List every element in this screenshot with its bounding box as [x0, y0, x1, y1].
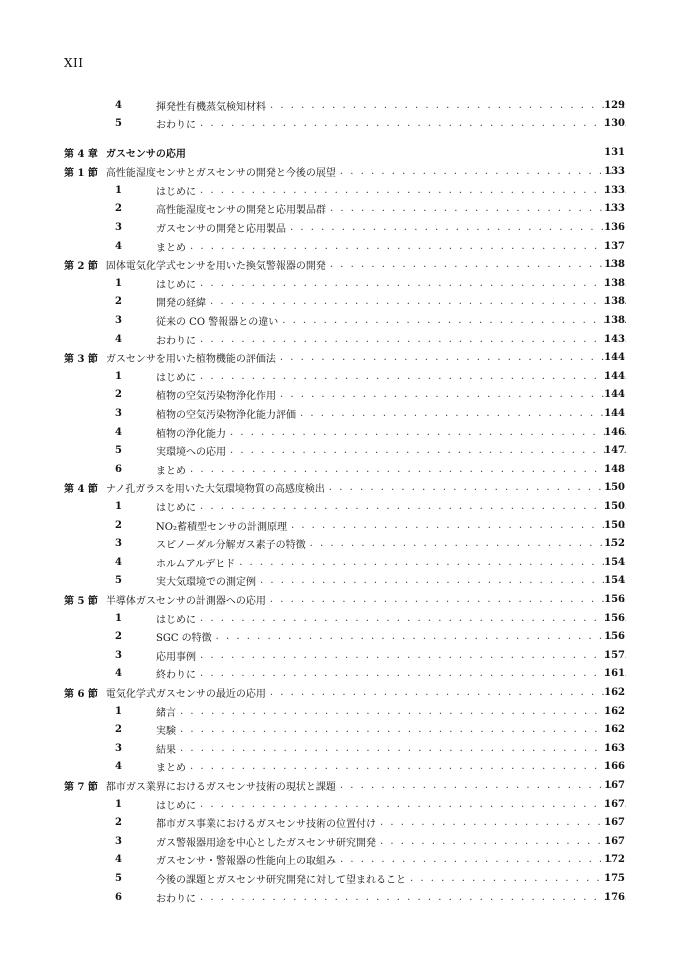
- toc-item-number: 3: [115, 742, 122, 754]
- toc-entry-text: 実環境への応用: [156, 447, 226, 459]
- toc-chapter: [0, 143, 700, 161]
- toc-item: [0, 312, 700, 330]
- toc-entry-text: NO₂蓄積型センサの計測原理: [156, 521, 287, 533]
- leader-dots: [190, 464, 626, 475]
- leader-dots: [230, 445, 626, 456]
- leader-dots: [280, 352, 626, 363]
- toc-entry-title: [156, 741, 626, 756]
- toc-entry-title: [156, 201, 626, 216]
- toc-entry-text: 実大気環境での測定例: [156, 577, 256, 589]
- toc-entry-text: ホルムアルデヒド: [156, 558, 236, 570]
- toc-item: [0, 460, 700, 478]
- toc-entry-text: はじめに: [156, 503, 196, 514]
- toc-entry-text: ガスセンサの開発と応用製品: [156, 224, 286, 235]
- toc-entry-title: [156, 759, 626, 774]
- section-label: 第 5 節: [64, 596, 98, 607]
- toc-item-number: 1: [115, 798, 122, 810]
- leader-dots: [190, 761, 626, 772]
- toc-entry-text: 植物の空気汚染物浄化作用: [156, 391, 276, 403]
- toc-entry-text: まとめ: [156, 242, 186, 254]
- toc-page-number: 144: [604, 370, 625, 382]
- toc-entry-title: [156, 666, 626, 681]
- toc-page-number: 129: [604, 99, 625, 111]
- toc-entry-text: 応用事例: [156, 651, 196, 663]
- leader-dots: [216, 631, 626, 642]
- toc-page-number: 161: [604, 668, 625, 680]
- leader-dots: [291, 520, 626, 531]
- toc-page-number: 167: [604, 780, 625, 791]
- toc-item: [0, 851, 700, 869]
- toc-section: [0, 256, 700, 274]
- toc-entry-text: 植物の浄化能力: [156, 428, 226, 440]
- section-label: 第 1 節: [64, 168, 98, 180]
- leader-dots: [300, 408, 626, 419]
- toc-item: [0, 739, 700, 757]
- toc-entry-title: [156, 536, 626, 551]
- toc-entry-title: [156, 871, 626, 886]
- toc-item: [0, 702, 700, 720]
- toc-item: [0, 553, 700, 571]
- leader-dots: [260, 575, 626, 586]
- leader-dots: [200, 278, 626, 289]
- toc-item-number: 2: [115, 631, 122, 643]
- leader-dots: [340, 854, 626, 865]
- toc-item-number: 3: [115, 222, 122, 233]
- toc-item: [0, 628, 700, 646]
- toc-item-number: 2: [115, 817, 122, 829]
- toc-item-number: 2: [115, 519, 122, 531]
- toc-item: [0, 832, 700, 850]
- toc-item-number: 2: [115, 389, 122, 401]
- leader-dots: [330, 203, 626, 214]
- toc-entry-text: 実験: [156, 726, 176, 738]
- toc-item-number: 6: [115, 463, 122, 475]
- toc-entry-text: はじめに: [156, 372, 196, 384]
- toc-page-number: 175: [604, 873, 625, 884]
- toc-entry-text: ガスセンサを用いた植物機能の評価法: [105, 354, 276, 366]
- toc-page-number: 156: [604, 612, 625, 624]
- toc-entry-text: ガス警報器用途を中心としたガスセンサ研究開発: [156, 837, 376, 849]
- toc-item: [0, 758, 700, 776]
- toc-entry-title: [156, 555, 626, 570]
- toc-page-number: 172: [604, 854, 625, 866]
- toc-item: [0, 115, 700, 133]
- toc-entry-title: [156, 518, 626, 533]
- toc-item-number: 6: [115, 891, 122, 903]
- toc-page-number: 130: [604, 118, 625, 130]
- leader-dots: [200, 650, 626, 661]
- toc-entry-text: はじめに: [156, 800, 196, 812]
- toc-entry-text: 今後の課題とガスセンサ研究開発に対して望まれること: [156, 875, 406, 886]
- toc-page-number: 143: [604, 333, 625, 345]
- toc-entry-title: [156, 890, 626, 905]
- toc-item-number: 2: [115, 724, 122, 736]
- toc-entry-title: [156, 797, 626, 812]
- toc-item-number: 1: [115, 184, 122, 196]
- toc-item: [0, 814, 700, 832]
- leader-dots: [340, 166, 626, 177]
- toc-page-number: 152: [604, 538, 625, 550]
- toc-entry-title: [64, 480, 626, 495]
- toc-item: [0, 181, 700, 199]
- toc-entry-title: [156, 369, 626, 384]
- toc-item-number: 2: [115, 203, 122, 215]
- leader-dots: [270, 594, 626, 605]
- toc-item: [0, 665, 700, 683]
- toc-entry-title: [156, 239, 626, 254]
- toc-entry-text: ガスセンサの応用: [105, 148, 186, 160]
- toc-entry-text: 従来の CO 警報器との違い: [156, 317, 279, 328]
- toc-entry-title: [156, 332, 626, 347]
- toc-item: [0, 237, 700, 255]
- toc-section: [0, 163, 700, 181]
- leader-dots: [329, 482, 626, 493]
- toc-entry-text: 電気化学式ガスセンサの最近の応用: [105, 689, 266, 700]
- toc-entry-text: ガスセンサ・警報器の性能向上の取組み: [156, 856, 336, 868]
- toc-entry-text: まとめ: [156, 465, 186, 477]
- toc-item-number: 4: [115, 426, 122, 438]
- toc-item-number: 2: [115, 296, 122, 308]
- toc-entry-text: 半導体ガスセンサの計測器への応用: [105, 596, 266, 607]
- toc-entry-title: [156, 183, 626, 198]
- toc-entry-text: まとめ: [156, 763, 186, 775]
- toc-entry-title: [156, 573, 626, 588]
- toc-page-number: 154: [604, 575, 625, 587]
- toc-item-number: 5: [115, 118, 122, 130]
- leader-dots: [180, 743, 626, 754]
- toc-item: [0, 200, 700, 218]
- toc-page-number: 138: [604, 315, 625, 326]
- toc-page-number: 150: [604, 482, 625, 494]
- toc-item-number: 3: [115, 649, 122, 661]
- toc-section: [0, 479, 700, 497]
- toc-entry-text: 結果: [156, 744, 176, 756]
- toc-page-number: 133: [604, 166, 625, 178]
- toc-section: [0, 349, 700, 367]
- toc-item-number: 1: [115, 612, 122, 624]
- toc-entry-text: 高性能湿度センサの開発と応用製品群: [156, 205, 326, 217]
- toc-item-number: 5: [115, 445, 122, 457]
- toc-entry-title: [156, 220, 626, 235]
- toc-entry-title: [156, 704, 626, 719]
- toc-item: [0, 646, 700, 664]
- toc-page-number: 147: [604, 445, 625, 457]
- toc-page-number: 144: [604, 389, 625, 401]
- toc-entry-text: 植物の空気汚染物浄化能力評価: [156, 410, 296, 421]
- toc-entry-title: [64, 592, 626, 607]
- toc-entry-text: 開発の経緯: [156, 298, 206, 310]
- toc-entry-text: 終わりに: [156, 670, 196, 682]
- toc-entry-text: スピノーダル分解ガス素子の特徴: [156, 540, 306, 552]
- toc-entry-title: [156, 387, 626, 402]
- toc-entry-title: [156, 116, 626, 131]
- toc-item: [0, 442, 700, 460]
- leader-dots: [200, 118, 626, 129]
- toc-item: [0, 498, 700, 516]
- toc-section: [0, 777, 700, 795]
- toc-entry-text: 固体電気化学式センサを用いた換気警報器の開発: [105, 261, 326, 273]
- toc-entry-title: [64, 164, 626, 179]
- toc-item-number: 1: [115, 501, 122, 512]
- toc-item: [0, 535, 700, 553]
- toc-page-number: 133: [604, 203, 625, 215]
- toc-item: [0, 330, 700, 348]
- toc-entry-title: [64, 257, 626, 272]
- leader-dots: [290, 222, 626, 233]
- toc-page-number: 133: [604, 184, 625, 196]
- section-label: 第 2 節: [64, 261, 98, 273]
- toc-entry-text: おわりに: [156, 120, 196, 132]
- toc-entry-title: [156, 629, 626, 644]
- toc-entry-text: 揮発性有機蒸気検知材料: [156, 101, 266, 113]
- leader-dots: [200, 334, 626, 345]
- toc-page-number: 163: [604, 742, 625, 754]
- toc-page-number: 162: [604, 724, 625, 736]
- toc-item: [0, 721, 700, 739]
- toc-page-number: 156: [604, 594, 625, 605]
- toc-entry-text: 高性能湿度センサとガスセンサの開発と今後の展望: [105, 168, 336, 180]
- toc-entry-text: はじめに: [156, 279, 196, 291]
- toc-entry-title: [64, 685, 626, 700]
- toc-item: [0, 96, 700, 114]
- toc-entry-text: SGC の特徴: [156, 633, 212, 645]
- toc-entry-text: ナノ孔ガラスを用いた大気環境物質の高感度検出: [105, 484, 325, 496]
- toc-item: [0, 274, 700, 292]
- toc-page-number: 154: [604, 556, 625, 568]
- toc-entry-text: はじめに: [156, 614, 196, 626]
- toc-page-number: 167: [604, 798, 625, 810]
- toc-page-number: 146: [604, 426, 625, 438]
- leader-dots: [282, 315, 626, 326]
- leader-dots: [200, 799, 626, 810]
- toc-page-number: 131: [604, 146, 625, 158]
- leader-dots: [270, 100, 626, 111]
- leader-dots: [340, 780, 626, 791]
- toc-entry-title: [64, 145, 626, 160]
- toc-item-number: 4: [115, 668, 122, 680]
- toc-entry-title: [156, 499, 626, 514]
- toc-entry-title: [64, 350, 626, 365]
- toc-item: [0, 405, 700, 423]
- toc-page-number: 144: [604, 352, 625, 364]
- chapter-label: 第 4 章: [64, 148, 98, 160]
- toc-item-number: 4: [115, 761, 122, 773]
- toc-item-number: 1: [115, 277, 122, 289]
- toc-item: [0, 423, 700, 441]
- toc-item-number: 1: [115, 370, 122, 382]
- toc-item: [0, 219, 700, 237]
- toc-entry-text: 都市ガス業界におけるガスセンサ技術の現状と課題: [105, 782, 336, 793]
- section-label: 第 4 節: [64, 484, 98, 496]
- toc-entry-text: はじめに: [156, 186, 196, 198]
- leader-dots: [200, 668, 626, 679]
- toc-item: [0, 609, 700, 627]
- toc-item-number: 4: [115, 99, 122, 111]
- toc-page-number: 144: [604, 408, 625, 419]
- toc-entry-title: [156, 852, 626, 867]
- toc-page-number: 176: [604, 891, 625, 903]
- page-number: XII: [64, 56, 84, 70]
- toc-page-number: 167: [604, 835, 625, 847]
- leader-dots: [180, 724, 626, 735]
- leader-dots: [200, 371, 626, 382]
- toc-entry-text: 都市ガス事業におけるガスセンサ技術の位置付け: [156, 819, 376, 831]
- toc-page-number: 150: [604, 501, 625, 512]
- leader-dots: [310, 538, 626, 549]
- toc-entry-title: [156, 815, 626, 830]
- toc-page-number: 156: [604, 631, 625, 643]
- toc-page-number: 157: [604, 649, 625, 661]
- section-label: 第 3 節: [64, 354, 98, 366]
- leader-dots: [200, 892, 626, 903]
- toc-item-number: 4: [115, 854, 122, 866]
- leader-dots: [239, 557, 626, 568]
- toc-section: [0, 591, 700, 609]
- toc-page-number: 136: [604, 222, 625, 233]
- toc-item-number: 3: [115, 835, 122, 847]
- section-label: 第 7 節: [64, 782, 98, 793]
- leader-dots: [210, 296, 626, 307]
- toc-item-number: 4: [115, 333, 122, 345]
- toc-entry-text: おわりに: [156, 893, 196, 905]
- toc-page-number: 167: [604, 817, 625, 829]
- toc-page-number: 148: [604, 463, 625, 475]
- toc-entry-title: [156, 648, 626, 663]
- toc-item: [0, 572, 700, 590]
- toc-entry-title: [156, 313, 626, 328]
- toc-item: [0, 293, 700, 311]
- toc-entry-title: [156, 834, 626, 849]
- toc-entry-title: [156, 276, 626, 291]
- toc-item-number: 3: [115, 538, 122, 550]
- toc-section: [0, 684, 700, 702]
- leader-dots: [230, 427, 626, 438]
- toc-entry-title: [156, 406, 626, 421]
- toc-entry-title: [156, 294, 626, 309]
- toc-page-number: 162: [604, 687, 625, 698]
- leader-dots: [200, 501, 626, 512]
- toc-item: [0, 888, 700, 906]
- leader-dots: [270, 687, 626, 698]
- toc-item-number: 4: [115, 240, 122, 252]
- toc-entry-title: [156, 443, 626, 458]
- toc-item-number: 4: [115, 556, 122, 568]
- toc-item-number: 3: [115, 315, 122, 326]
- toc-entry-title: [156, 425, 626, 440]
- toc-item: [0, 795, 700, 813]
- toc-page-number: 137: [604, 240, 625, 252]
- toc-item-number: 1: [115, 705, 122, 717]
- toc-entry-text: 緒言: [156, 707, 176, 719]
- toc-page-number: 162: [604, 705, 625, 717]
- toc-page-number: 150: [604, 519, 625, 531]
- toc-page-number: 138: [604, 296, 625, 308]
- toc-item: [0, 870, 700, 888]
- toc-entry-text: おわりに: [156, 335, 196, 347]
- leader-dots: [190, 241, 626, 252]
- toc-entry-title: [156, 462, 626, 477]
- toc-item-number: 3: [115, 408, 122, 419]
- leader-dots: [180, 706, 626, 717]
- toc-entry-title: [156, 98, 626, 113]
- toc-entry-title: [64, 778, 626, 793]
- toc-entry-title: [156, 722, 626, 737]
- leader-dots: [280, 389, 626, 400]
- section-label: 第 6 節: [64, 689, 98, 700]
- toc-page-number: 166: [604, 761, 625, 773]
- leader-dots: [200, 185, 626, 196]
- toc-item-number: 5: [115, 873, 122, 884]
- leader-dots: [200, 613, 626, 624]
- toc-item: [0, 367, 700, 385]
- toc-entry-title: [156, 611, 626, 626]
- leader-dots: [330, 259, 626, 270]
- toc-page-number: 138: [604, 277, 625, 289]
- toc-item: [0, 386, 700, 404]
- toc-item: [0, 516, 700, 534]
- toc-page-number: 138: [604, 259, 625, 271]
- toc-item-number: 5: [115, 575, 122, 587]
